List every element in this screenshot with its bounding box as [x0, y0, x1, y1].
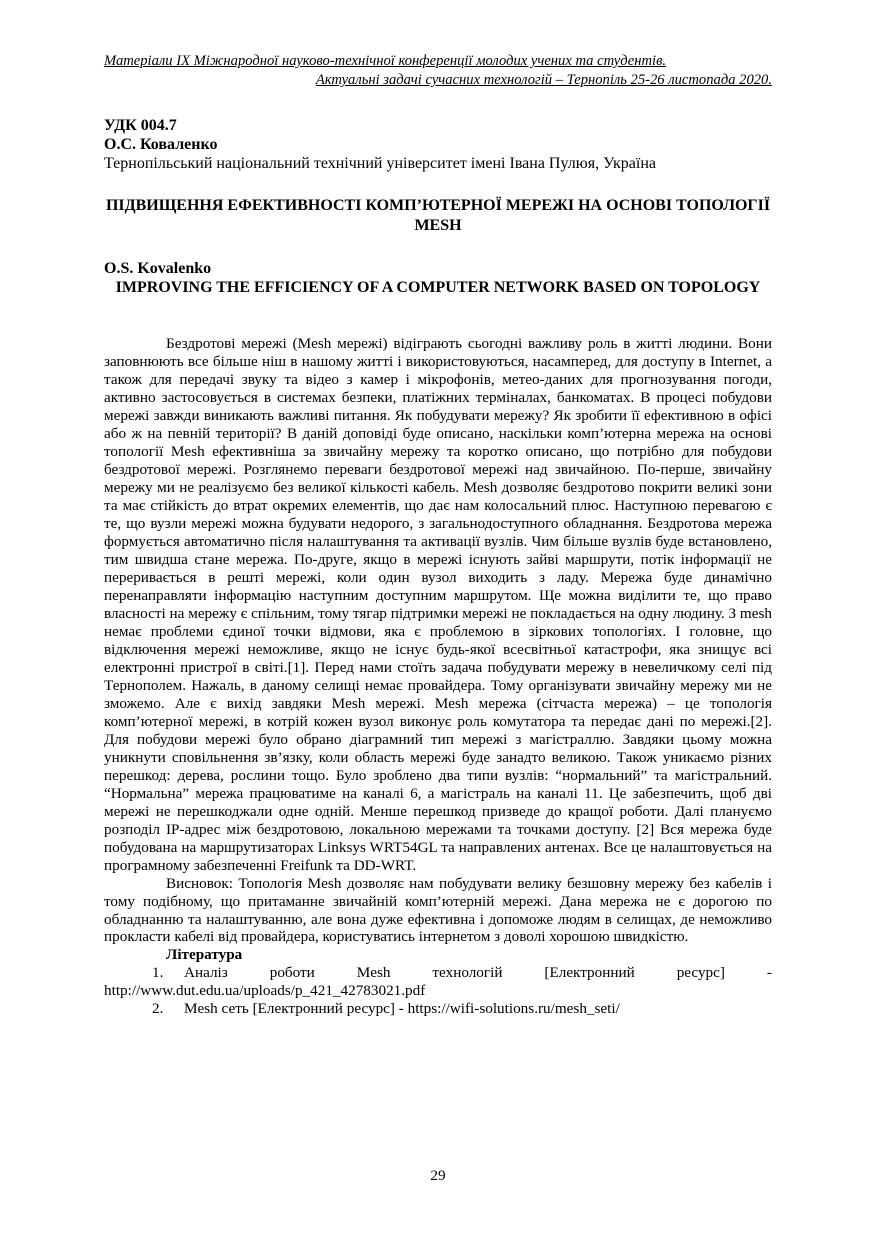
article-body [104, 335, 772, 1018]
running-header [104, 52, 772, 90]
reference-1-word: - [766, 964, 772, 982]
reference-1-word: Mesh [356, 964, 391, 982]
article-meta [104, 116, 772, 173]
running-header-line-2: Актуальні задачі сучасних технологій – Тернопіль 25-26 листопада 2020. [315, 72, 772, 88]
page-number: 29 [430, 1167, 446, 1184]
reference-1-first-line [152, 964, 772, 982]
author-uk: О.С. Коваленко [104, 136, 218, 153]
running-header-line-1: Матеріали IX Міжнародної науково-технічної конференції молодих учених та студентів. [104, 53, 667, 69]
affiliation: Тернопільський національний технічний університет імені Івана Пулюя, Україна [104, 155, 656, 172]
title-uk: ПІДВИЩЕННЯ ЕФЕКТИВНОСТІ КОМП’ЮТЕРНОЇ МЕРЕЖІ НА ОСНОВІ ТОПОЛОГІЇ MESH [105, 197, 771, 234]
reference-2-text: Mesh сеть [Електронний ресурс] - https://wifi-solutions.ru/mesh_seti/ [184, 1000, 620, 1018]
body-paragraph: Бездротові мережі (Mesh мережі) відіграють сьогодні важливу роль в житті людини. Вони заповнюють все більше ніш в нашому житті і використовуються, насамперед, для доступу в Internet, а також для передачі звуку та відео з камер і мікрофонів, метео-даних для прогнозування погоди, активно застосовується в системах безпеки, платіжних терміналах, банкоматах. В процесі побудови мережі завжди виникають важливі питання. Як побудувати мережу? Як зробити її ефективною в офісі або ж на певній території? В даній доповіді буде описано, наскільки комп’ютерна мережа на основі топології Mesh ефективніша за звичайну мережу та коротко описано, що потрібно для побудови бездротової мережі. Розглянемо переваги бездротової мережі над звичайною. По-перше, звичайну мережу ми не реалізуємо без великої кількості кабель. Mesh дозволяє бездротово покрити великі зони та має стійкість до втрат окремих елементів, що дає нам колосальний плюс. Наступною перевагою є те, що вузли мережі можна будувати недорого, з загальнодоступного обладнання. Бездротова мережа формується автоматично після налаштування та активації вузлів. Чим більше вузлів буде встановлено, тим швидша стане мережа. По-друге, якщо в мережі існують зайві маршрути, потік інформації не переривається в решті мережі, коли один вузол виходить з ладу. Мережа буде динамічно перенаправляти інформацію наступним доступним маршрутом. Ще можна виділити те, що право власності на мережу є спільним, тому тягар підтримки мережі не покладається на одну людину. З mesh немає проблеми єдиної точки відмови, яка є проблемою в зіркових топологіях. І головне, що відключення мережі неможливе, якщо не існує будь-якої всесвітньої катастрофи, яка знищує всі електронні пристрої в світі.[1]. Перед нами стоїть задача побудувати мережу в невеличкому селі під Тернополем. Нажаль, в даному селищі немає провайдера. Тому організувати звичайну мережу ми не зможемо. Але є вихід завдяки Mesh мережі. Mesh мережа (сітчаста мережа) – це топологія комп’ютерної мережі, в котрій кожен вузол виконує роль комутатора та передає дані по мережі.[2]. Для побудови мережі було обрано діаграмний тип мережі з магістраллю. Завдяки цьому можна уникнути сповільнення зв’язку, коли область мережі буде занадто великою. Також уникаємо різних перешкод: дерева, рослини тощо. Було зроблено два типи вузлів: “нормальний” та магістральний. “Нормальна” мережа працюватиме на каналі 6, а магістраль на каналі 11. Це забезпечить, щоб дві мережі не перешкоджали одне одній. Менше перешкод призведе до кращої роботи. Далі плануємо розподіл IP-адрес між бездротовою, локальною мережами та точками доступу. [2] Вся мережа буде побудована на маршрутизаторах Linksys WRT54GL та направлених антенах. Все це налаштовується на програмному забезпеченні Freifunk та DD-WRT. [104, 335, 772, 874]
reference-1-number: 1. [152, 964, 164, 982]
reference-1-word: технологій [432, 964, 503, 982]
author-en: O.S. Kovalenko [104, 260, 212, 277]
reference-1-word: ресурс] [676, 964, 725, 982]
title-en: IMPROVING THE EFFICIENCY OF A COMPUTER NETWORK BASED ON TOPOLOGY [115, 279, 761, 296]
reference-1-word: Аналіз [184, 964, 228, 982]
reference-item-1 [104, 964, 772, 1000]
reference-2-number: 2. [152, 1000, 164, 1018]
conclusion-paragraph: Висновок: Топологія Mesh дозволяє нам побудувати велику безшовну мережу без кабелів і тому подібному, що притаманне звичайній комп’ютерній мережі. Дана мережа не є дорогою по обладнанню та налаштуванню, але вона дуже ефективна і допоможе людям в селищах, де неможливо прокласти кабелі від провайдера, користуватись інтернетом з доволі хорошою швидкістю. [104, 874, 772, 946]
reference-1-url: http://www.dut.edu.ua/uploads/p_421_42783021.pdf [104, 982, 426, 1000]
references-heading: Література [166, 946, 243, 964]
reference-1-word: роботи [269, 964, 315, 982]
reference-1-word: [Електронний [544, 964, 635, 982]
reference-item-2 [104, 1000, 772, 1018]
udk-code: УДК 004.7 [104, 117, 177, 134]
